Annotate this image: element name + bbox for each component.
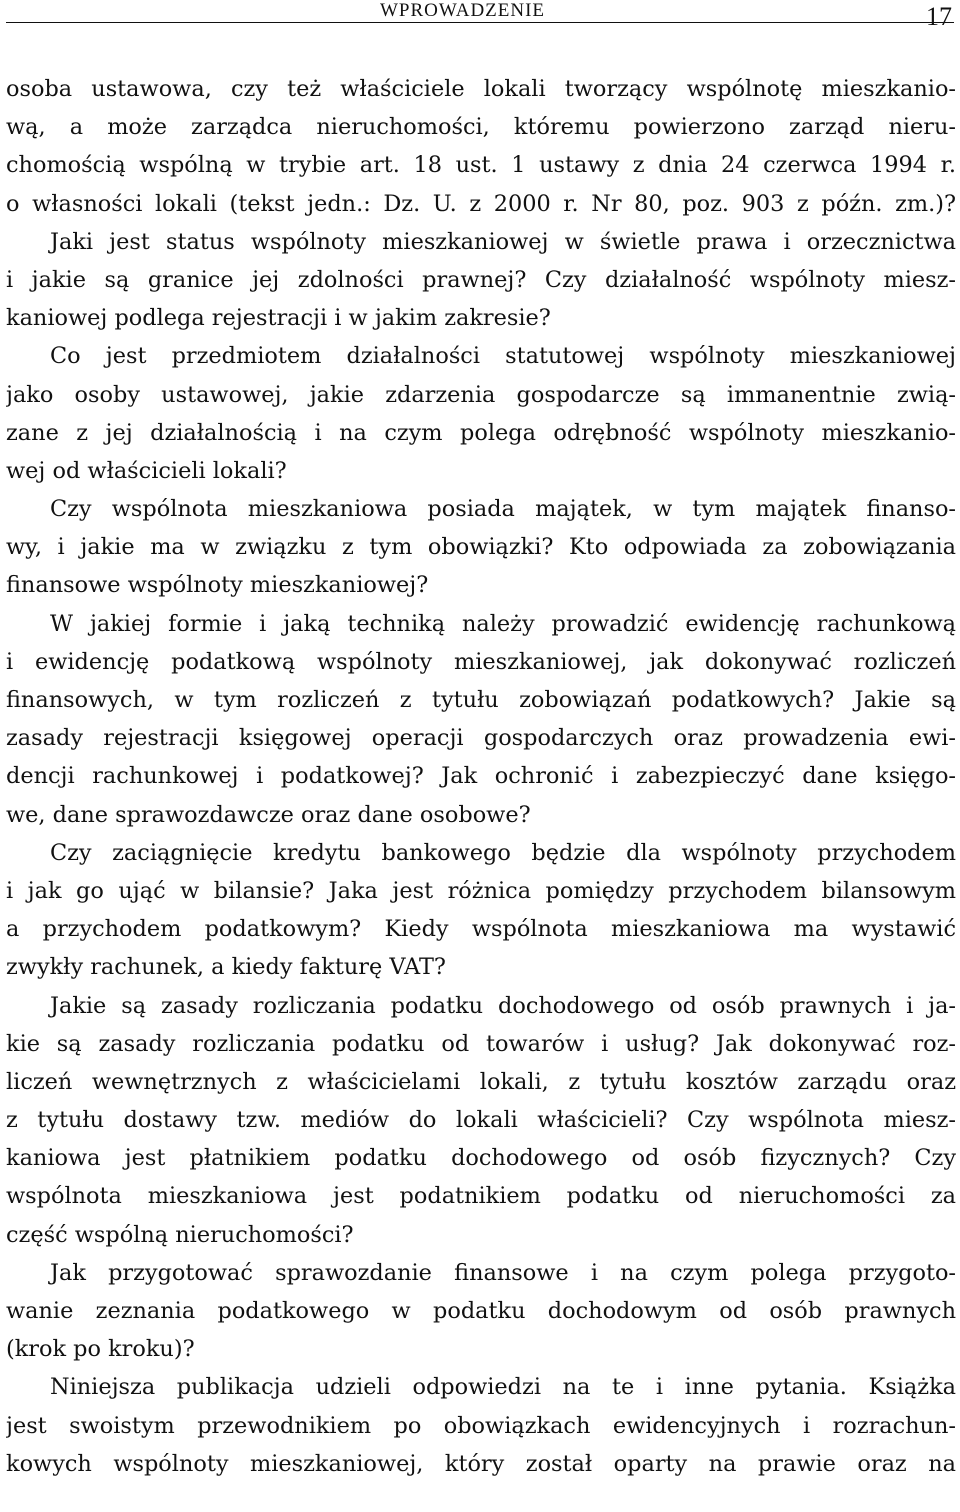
- chapter-title: WPROWADZENIE: [380, 0, 546, 21]
- text-line: z tytułu dostawy tzw. mediów do lokali właścicieli? Czy wspólnota miesz-: [6, 1107, 956, 1134]
- text-line: Co jest przedmiotem działalności statutowej wspólnoty mieszkaniowej: [50, 343, 956, 370]
- text-line: kie są zasady rozliczania podatku od towarów i usług? Jak dokonywać roz-: [6, 1030, 956, 1057]
- running-head: [0, 0, 960, 40]
- body-text: [6, 70, 956, 1483]
- text-line: wej od właścicieli lokali?: [6, 457, 287, 484]
- text-line: zasady rejestracji księgowej operacji gospodarczych oraz prowadzenia ewi-: [6, 725, 956, 752]
- header-rule: [6, 22, 954, 23]
- text-line: chomością wspólną w trybie art. 18 ust. 1 ustawy z dnia 24 czerwca 1994 r.: [6, 152, 956, 179]
- text-line: dencji rachunkowej i podatkowej? Jak ochronić i zabezpieczyć dane księgo-: [6, 763, 956, 790]
- text-line: wą, a może zarządca nieruchomości, któremu powierzono zarząd nieru-: [6, 114, 956, 141]
- text-line: Niniejsza publikacja udzieli odpowiedzi na te i inne pytania. Książka: [50, 1374, 956, 1401]
- text-line: wanie zeznania podatkowego w podatku dochodowym od osób prawnych: [6, 1298, 956, 1324]
- text-line: część wspólną nieruchomości?: [6, 1221, 354, 1248]
- text-line: jest swoistym przewodnikiem po obowiązkach ewidencyjnych i rozrachun-: [6, 1412, 956, 1439]
- text-line: zane z jej działalnością i na czym polega odrębność wspólnoty mieszkanio-: [6, 419, 956, 446]
- text-line: kaniowa jest płatnikiem podatku dochodowego od osób fizycznych? Czy: [6, 1145, 956, 1172]
- text-line: o własności lokali (tekst jedn.: Dz. U. z 2000 r. Nr 80, poz. 903 z późn. zm.)?: [6, 190, 956, 217]
- text-line: wy, i jakie ma w związku z tym obowiązki? Kto odpowiada za zobowiązania: [6, 534, 956, 561]
- text-line: jako osoby ustawowej, jakie zdarzenia gospodarcze są immanentnie zwią-: [6, 381, 956, 408]
- text-line: finansowych, w tym rozliczeń z tytułu zobowiązań podatkowych? Jakie są: [6, 687, 956, 713]
- text-line: kowych wspólnoty mieszkaniowej, który został oparty na prawie oraz na: [6, 1450, 956, 1477]
- text-line: Jak przygotować sprawozdanie finansowe i na czym polega przygoto-: [50, 1259, 956, 1286]
- text-line: Czy zaciągnięcie kredytu bankowego będzie dla wspólnoty przychodem: [50, 839, 956, 866]
- text-line: Jaki jest status wspólnoty mieszkaniowej w świetle prawa i orzecznictwa: [50, 228, 956, 255]
- text-line: Czy wspólnota mieszkaniowa posiada majątek, w tym majątek finanso-: [50, 496, 956, 523]
- text-line: wspólnota mieszkaniowa jest podatnikiem podatku od nieruchomości za: [6, 1183, 956, 1210]
- text-line: (krok po kroku)?: [6, 1336, 195, 1363]
- text-line: we, dane sprawozdawcze oraz dane osobowe?: [6, 801, 531, 828]
- text-line: a przychodem podatkowym? Kiedy wspólnota mieszkaniowa ma wystawić: [6, 916, 956, 943]
- text-line: i jak go ująć w bilansie? Jaka jest różnica pomiędzy przychodem bilansowym: [6, 877, 956, 904]
- text-line: W jakiej formie i jaką techniką należy prowadzić ewidencję rachunkową: [50, 610, 956, 637]
- text-line: zwykły rachunek, a kiedy fakturę VAT?: [6, 954, 446, 981]
- text-line: osoba ustawowa, czy też właściciele lokali tworzący wspólnotę mieszkanio-: [6, 76, 956, 102]
- text-line: finansowe wspólnoty mieszkaniowej?: [6, 572, 429, 599]
- text-line: i jakie są granice jej zdolności prawnej? Czy działalność wspólnoty miesz-: [6, 266, 956, 293]
- text-line: liczeń wewnętrznych z właścicielami lokali, z tytułu kosztów zarządu oraz: [6, 1068, 956, 1095]
- text-line: i ewidencję podatkową wspólnoty mieszkaniowej, jak dokonywać rozliczeń: [6, 648, 956, 675]
- text-line: kaniowej podlega rejestracji i w jakim zakresie?: [6, 305, 551, 332]
- page-number: 17: [926, 2, 952, 31]
- text-line: Jakie są zasady rozliczania podatku dochodowego od osób prawnych i ja-: [50, 992, 956, 1019]
